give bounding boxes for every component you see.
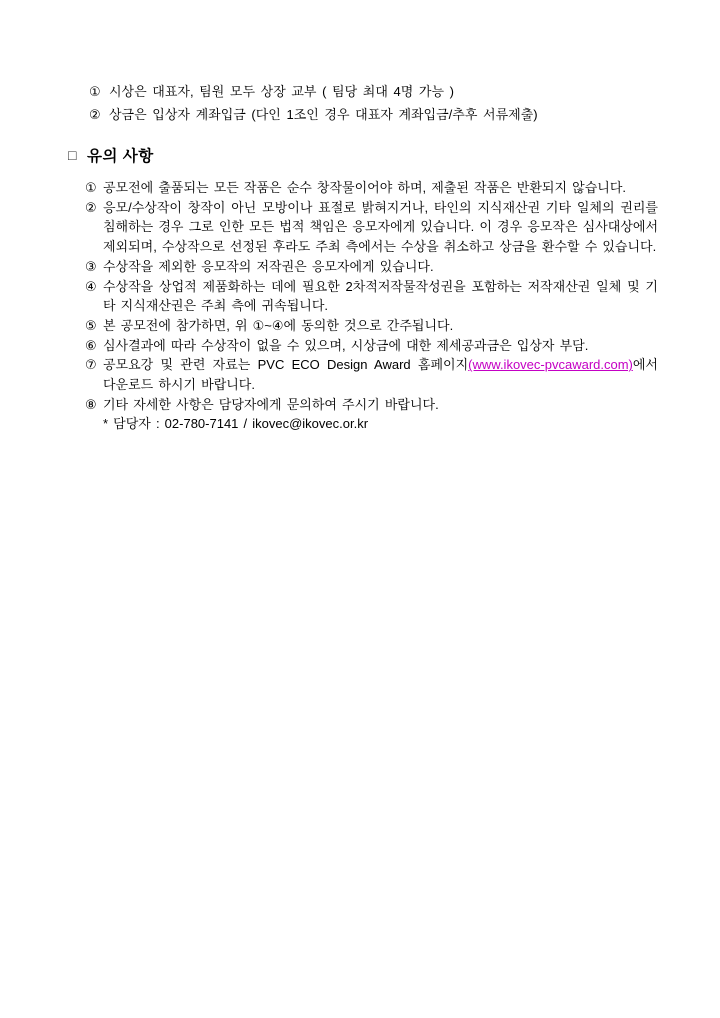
- circled-number-marker: ⑥: [85, 337, 97, 353]
- list-item-text: 수상작을 제외한 응모작의 저작권은 응모자에게 있습니다.: [103, 258, 434, 274]
- top-notes-list: [89, 80, 658, 126]
- contact-note: * 담당자 : 02-780-7141 / ikovec@ikovec.or.kr: [103, 416, 369, 432]
- list-item-text: 공모전에 출품되는 모든 작품은 순수 창작물이어야 하며, 제출된 작품은 반환되지 않습니다.: [103, 180, 626, 195]
- square-bullet-icon: □: [68, 147, 77, 163]
- list-item: [85, 178, 658, 198]
- circled-number-marker: ①: [89, 84, 101, 99]
- list-item: [85, 316, 658, 336]
- website-link[interactable]: (www.ikovec-pvcaward.com): [468, 357, 633, 373]
- list-item-text: 수상작을 상업적 제품화하는 데에 필요한 2차적저작물작성권을 포함하는 저작재산권 일체 및 기타 지식재산권은 주최 측에 귀속됩니다.: [103, 278, 658, 314]
- section-title-text: 유의 사항: [86, 148, 154, 165]
- list-item-text: 응모/수상작이 창작이 아닌 모방이나 표절로 밝혀지거나, 타인의 지식재산권 기타 일체의 권리를 침해하는 경우 그로 인한 모든 법적 책임은 응모자에게 있습니다. 이 경우 응모작은 심사대상에서 제외되며, 수상작으로 선정된 후라도 주최 측에서는 수상을 취소하고 상금을 환수할 수 있습니다.: [103, 199, 658, 255]
- list-item: [89, 103, 658, 126]
- list-item-text: 기타 자세한 사항은 담당자에게 문의하여 주시기 바랍니다.: [103, 396, 439, 412]
- list-item-text: 에서 다운로드 하시기 바랍니다.: [103, 357, 658, 393]
- circled-number-marker: ⑧: [85, 396, 97, 412]
- list-item: [85, 198, 658, 257]
- circled-number-marker: ⑤: [85, 317, 97, 333]
- circled-number-marker: ②: [85, 199, 97, 215]
- list-item-text: 본 공모전에 참가하면, 위 ①~④에 동의한 것으로 간주됩니다.: [103, 317, 454, 333]
- circled-number-marker: ⑦: [85, 357, 97, 373]
- circled-number-marker: ④: [85, 278, 97, 294]
- document-content: [68, 80, 658, 434]
- list-item: [89, 80, 658, 103]
- list-item-text: 공모요강 및 관련 자료는 PVC ECO Design Award 홈페이지: [103, 357, 469, 373]
- list-item: [85, 336, 658, 356]
- circled-number-marker: ①: [85, 180, 97, 195]
- list-item: [85, 395, 658, 434]
- list-item: [85, 257, 658, 277]
- list-item-text: 상금은 입상자 계좌입금 (다인 1조인 경우 대표자 계좌입금/추후 서류제출): [109, 107, 538, 122]
- list-item: [85, 277, 658, 316]
- notes-list: [85, 178, 658, 434]
- circled-number-marker: ③: [85, 258, 97, 274]
- list-item-text: 심사결과에 따라 수상작이 없을 수 있으며, 시상금에 대한 제세공과금은 입상자 부담.: [103, 337, 589, 353]
- section-heading: [68, 144, 658, 166]
- circled-number-marker: ②: [89, 107, 101, 122]
- list-item-text: 시상은 대표자, 팀원 모두 상장 교부 ( 팀당 최대 4명 가능 ): [109, 84, 454, 99]
- list-item: [85, 355, 658, 394]
